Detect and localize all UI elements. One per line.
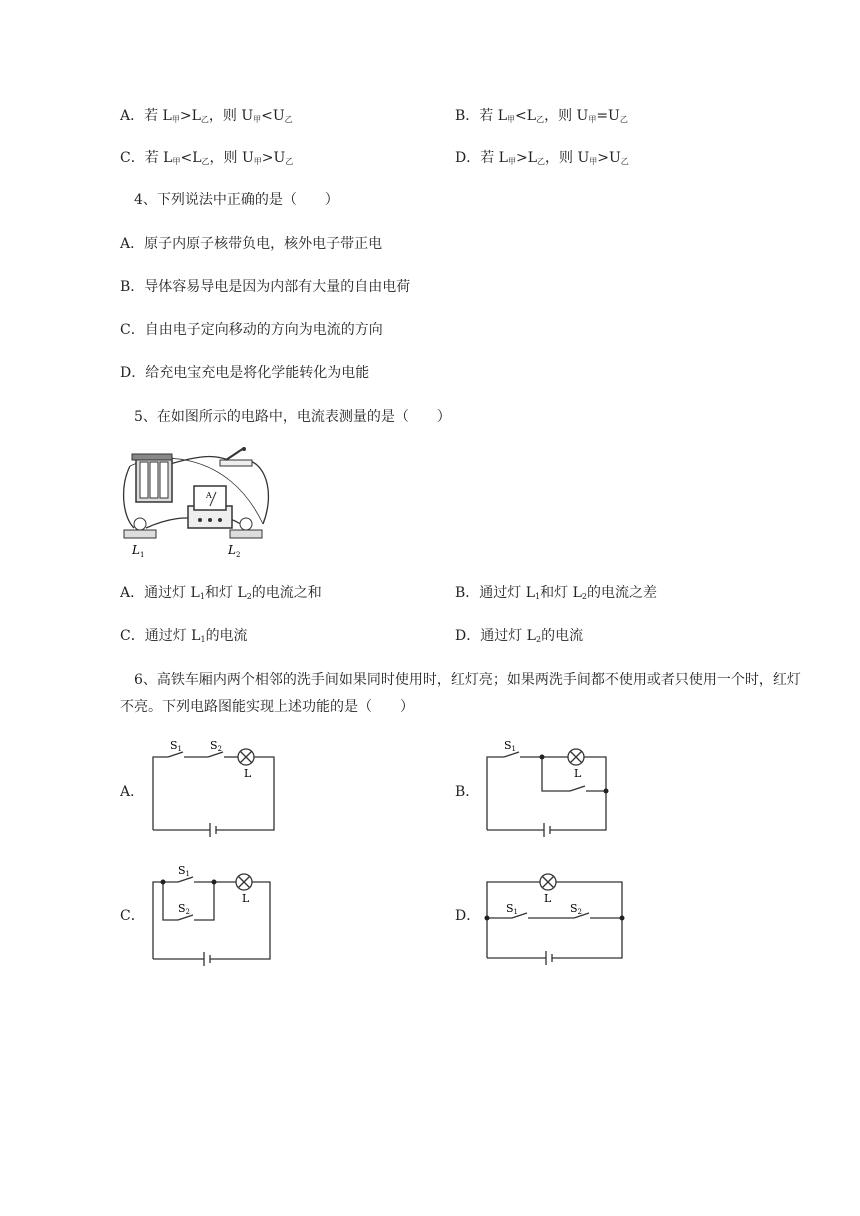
q6-stem: 6、高铁车厢内两个相邻的洗手间如果同时使用时，红灯亮；如果两洗手间都不使用或者只使用一个时，红灯不亮。下列电路图能实现上述功能的是（ ） xyxy=(120,672,801,715)
q3-option-d: D．若 $L_甲>L_乙$，则 $U_甲>U_乙$ xyxy=(455,150,629,166)
svg-text:L: L xyxy=(228,543,236,557)
switch-s1-label: S1 xyxy=(178,864,191,878)
svg-text:2: 2 xyxy=(236,551,241,559)
switch-s2-label: S2 xyxy=(210,739,223,753)
battery-pack xyxy=(132,454,172,502)
q6-option-c-label: C． xyxy=(120,908,145,924)
q6-option-a-label: A． xyxy=(120,784,145,800)
q5-option-b: B．通过灯 $L_1$和灯 $L_2$的电流之差 xyxy=(455,585,657,601)
svg-text:L: L xyxy=(132,543,140,557)
lamp-label: L xyxy=(544,892,552,905)
knife-switch xyxy=(220,447,252,466)
q4-stem: 4、下列说法中正确的是（ ） xyxy=(134,192,339,208)
q3-option-a: A．若 $L_甲>L_乙$，则 $U_甲<U_乙$ xyxy=(120,108,293,124)
q6-circuit-b xyxy=(482,737,614,837)
svg-text:1: 1 xyxy=(140,551,145,559)
q4-option-d: D．给充电宝充电是将化学能转化为电能 xyxy=(120,365,370,381)
q5-option-a: A．通过灯 $L_1$和灯 $L_2$的电流之和 xyxy=(120,585,322,601)
q5-option-c: C．通过灯 $L_1$的电流 xyxy=(120,628,248,644)
lamp-label: L xyxy=(242,892,250,905)
q5-circuit-figure xyxy=(118,446,278,560)
q6-option-b-label: B． xyxy=(455,784,480,800)
switch-s1-label: S1 xyxy=(504,739,517,753)
q5-stem: 5、在如图所示的电路中，电流表测量的是（ ） xyxy=(134,409,451,425)
lamp-label: L xyxy=(244,767,252,780)
q6-circuit-d xyxy=(482,866,628,966)
q6-option-d-label: D． xyxy=(455,908,481,924)
q3-option-b: B．若 $L_甲<L_乙$，则 $U_甲=U_乙$ xyxy=(455,108,628,124)
lamp-l1 xyxy=(124,518,156,559)
switch-s2-label: S2 xyxy=(570,902,583,916)
switch-s1-label: S1 xyxy=(170,739,183,753)
lamp-label: L xyxy=(574,767,582,780)
q6-circuit-a xyxy=(148,737,280,837)
switch-s2-label: S2 xyxy=(178,902,191,916)
switch-s1-label: S1 xyxy=(506,902,519,916)
q5-option-d: D．通过灯 $L_2$的电流 xyxy=(455,628,584,644)
svg-text:A: A xyxy=(206,491,212,500)
q4-option-a: A．原子内原子核带负电，核外电子带正电 xyxy=(120,236,383,252)
q4-option-c: C．自由电子定向移动的方向为电流的方向 xyxy=(120,322,383,338)
q3-option-c: C．若 $L_甲<L_乙$，则 $U_甲>U_乙$ xyxy=(120,150,294,166)
q6-circuit-c xyxy=(148,862,280,966)
q4-option-b: B．导体容易导电是因为内部有大量的自由电荷 xyxy=(120,279,411,295)
ammeter xyxy=(188,486,232,528)
